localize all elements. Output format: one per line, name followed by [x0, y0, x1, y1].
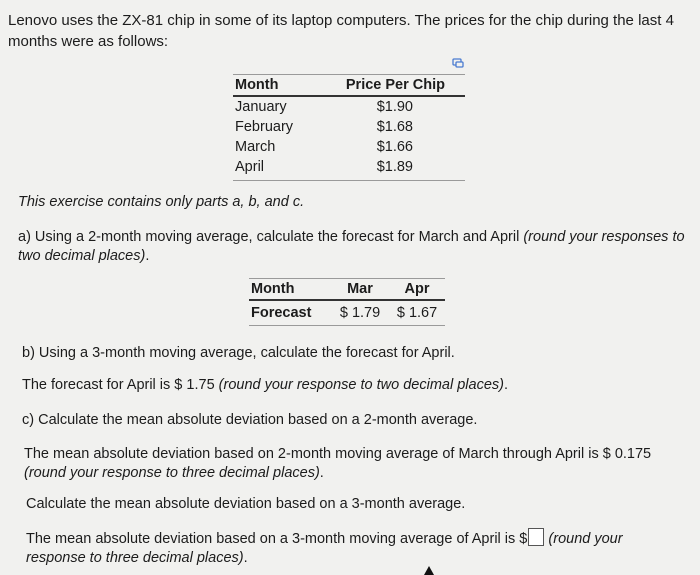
part-c-mad2-line	[24, 445, 674, 483]
mad2-answer[interactable]: 0.175	[614, 446, 652, 462]
price-table	[233, 74, 465, 181]
header-month: Month	[251, 281, 295, 297]
month-cell: April	[235, 159, 265, 175]
mad3-hint: (round your response to three decimal places)	[26, 531, 623, 566]
month-cell: March	[235, 139, 276, 155]
header-price: Price Per Chip	[345, 77, 445, 93]
exercise-note: This exercise contains only parts a, b, and c.	[18, 194, 305, 210]
part-a-hint: (round your responses to two decimal places)	[18, 229, 685, 264]
table-row	[233, 157, 465, 177]
part-b-question: b) Using a 3-month moving average, calculate the forecast for April.	[22, 345, 455, 361]
mad2-prefix: The mean absolute deviation based on 2-month moving average of March through April is $	[24, 446, 611, 462]
copy-icon[interactable]	[452, 58, 464, 68]
price-cell: $1.89	[376, 159, 413, 175]
forecast-row	[249, 301, 445, 325]
problem-intro: Lenovo uses the ZX-81 chip in some of its laptop computers. The prices for the chip during the last 4 months were as follows:	[8, 12, 674, 50]
part-b-prefix: The forecast for April is $	[22, 377, 183, 393]
part-b-answer[interactable]: 1.75	[186, 377, 215, 393]
currency-symbol: $	[396, 305, 405, 321]
table-row	[233, 117, 465, 137]
forecast-apr	[389, 301, 445, 325]
mouse-cursor-icon	[424, 566, 434, 575]
price-cell: $1.66	[376, 139, 413, 155]
mad2-end: .	[319, 465, 324, 481]
forecast-table	[249, 278, 445, 326]
part-b-answer-line	[22, 376, 508, 395]
header-apr: Apr	[404, 281, 430, 297]
price-cell: $1.90	[376, 99, 413, 115]
mad3-end: .	[243, 550, 248, 566]
table-row	[233, 97, 465, 117]
part-c-question-3: Calculate the mean absolute deviation based on a 3-month average.	[26, 496, 466, 512]
part-a-question	[18, 228, 693, 266]
mad3-prefix: The mean absolute deviation based on a 3-month moving average of April is $	[26, 531, 528, 547]
price-cell: $1.68	[376, 119, 413, 135]
header-month: Month	[235, 77, 279, 93]
forecast-table-header	[249, 279, 445, 299]
part-a-text: a) Using a 2-month moving average, calculate the forecast for March and April	[18, 229, 524, 245]
price-table-header	[233, 75, 465, 95]
mad2-hint: (round your response to three decimal places)	[24, 465, 320, 481]
currency-symbol: $	[339, 305, 348, 321]
forecast-label: Forecast	[251, 305, 312, 321]
table-row	[233, 137, 465, 157]
part-a-end: .	[145, 248, 150, 264]
forecast-mar	[331, 301, 389, 325]
month-cell: February	[235, 119, 294, 135]
month-cell: January	[235, 99, 287, 115]
part-c-question: c) Calculate the mean absolute deviation based on a 2-month average.	[22, 412, 478, 428]
header-mar: Mar	[347, 281, 373, 297]
part-c-mad3-line	[26, 528, 676, 568]
mad3-answer-input[interactable]	[528, 528, 544, 546]
forecast-apr-answer[interactable]: 1.67	[408, 305, 438, 321]
part-b-hint: (round your response to two decimal places)	[218, 377, 504, 393]
forecast-mar-answer[interactable]: 1.79	[351, 305, 381, 321]
part-b-end: .	[503, 377, 509, 393]
